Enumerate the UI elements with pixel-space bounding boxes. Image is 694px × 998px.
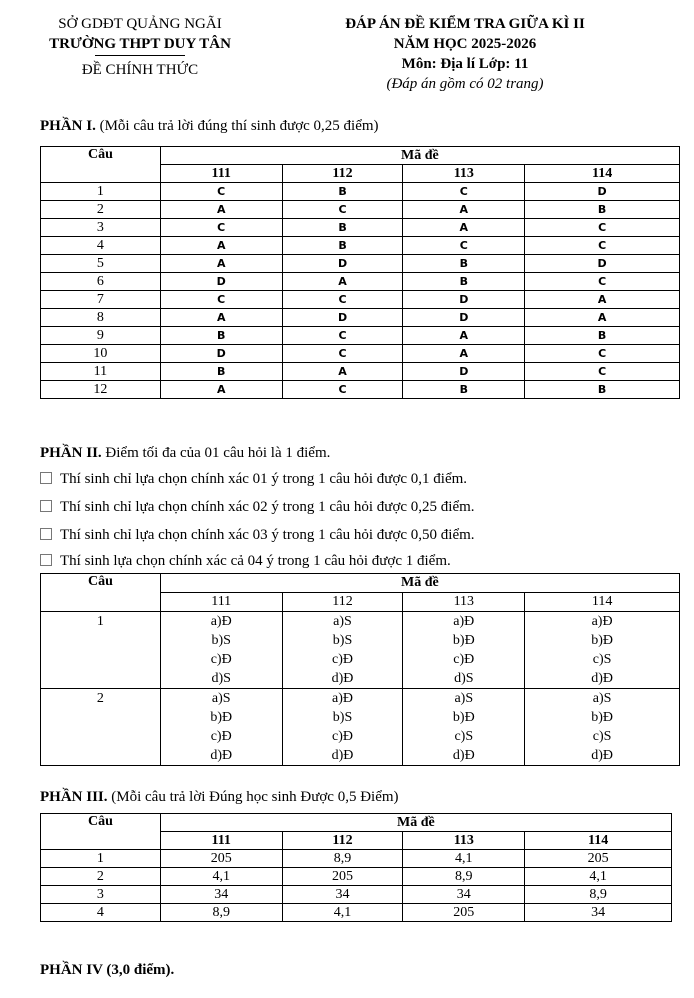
code-header: 113 [403, 165, 525, 183]
answer-cell: C [282, 345, 403, 363]
sub-answer: d)Đ [331, 671, 354, 686]
question-number: 3 [41, 219, 161, 237]
answer-cell: B [403, 273, 525, 291]
question-number: 11 [41, 363, 161, 381]
table-row [41, 237, 680, 255]
department-name: SỞ GDĐT QUẢNG NGÃI [58, 16, 222, 32]
answer-cell: B [282, 219, 403, 237]
doc-title: ĐÁP ÁN ĐỀ KIỂM TRA GIỮA KÌ II [345, 16, 585, 32]
answer-cell [403, 689, 525, 766]
question-number: 2 [41, 689, 161, 766]
sub-answer: d)Đ [452, 748, 475, 763]
answer-cell: 34 [282, 886, 403, 904]
answer-cell: D [403, 363, 525, 381]
question-number: 2 [41, 201, 161, 219]
part3-table [40, 813, 672, 922]
code-header: 114 [525, 593, 680, 612]
answer-cell: 4,1 [403, 850, 525, 868]
rule-item [40, 471, 467, 488]
col-header-made: Mã đề [160, 574, 679, 593]
sub-answer: b)Đ [591, 633, 613, 648]
answer-cell: C [282, 327, 403, 345]
sub-answer: b)Đ [591, 710, 613, 725]
answer-cell: A [160, 309, 282, 327]
answer-cell: 8,9 [282, 850, 403, 868]
col-header-cau: Câu [41, 814, 161, 850]
answer-cell: C [403, 183, 525, 201]
answer-cell: A [282, 363, 403, 381]
answer-cell: D [403, 291, 525, 309]
answer-cell [525, 689, 680, 766]
sub-answer: d)S [211, 671, 231, 686]
sub-answer: a)Đ [591, 614, 613, 629]
question-number: 1 [41, 612, 161, 689]
answer-cell: C [282, 291, 403, 309]
table-row [41, 381, 680, 399]
rule-item [40, 553, 451, 570]
table-row [41, 904, 672, 922]
table-row [41, 850, 672, 868]
answer-cell [282, 612, 403, 689]
part3-label: PHẦN III. [40, 789, 108, 805]
col-header-made: Mã đề [160, 814, 671, 832]
part2-title [40, 445, 330, 462]
sub-answer: c)Đ [332, 729, 353, 744]
rule-text: Thí sinh chỉ lựa chọn chính xác 01 ý trong 1 câu hỏi được 0,1 điểm. [60, 471, 468, 487]
sub-answer: c)S [592, 652, 612, 667]
part2-desc: Điểm tối đa của 01 câu hỏi là 1 điểm. [101, 445, 331, 461]
sub-answer: a)S [333, 614, 352, 629]
part3-title [40, 789, 399, 806]
answer-cell: 205 [525, 850, 672, 868]
answer-cell: D [525, 255, 680, 273]
answer-cell: C [160, 183, 282, 201]
sub-answer: c)S [592, 729, 612, 744]
col-header-cau: Câu [41, 574, 161, 612]
answer-cell: C [525, 345, 680, 363]
sub-answer: b)Đ [452, 633, 475, 648]
answer-cell: 205 [160, 850, 282, 868]
part1-desc: (Mỗi câu trả lời đúng thí sinh được 0,25 điểm) [95, 118, 379, 134]
code-header: 111 [160, 593, 282, 612]
code-header: 113 [403, 593, 525, 612]
part4-title: PHẦN IV (3,0 điểm). [40, 962, 175, 978]
answer-cell [282, 689, 403, 766]
answer-cell: A [403, 219, 525, 237]
table-row [41, 886, 672, 904]
answer-cell [160, 689, 282, 766]
rule-text: Thí sinh chỉ lựa chọn chính xác 02 ý trong 1 câu hỏi được 0,25 điểm. [60, 499, 475, 515]
answer-cell [525, 612, 680, 689]
answer-cell: 34 [525, 904, 672, 922]
sub-answer: a)Đ [332, 691, 353, 706]
sub-answer: a)S [211, 691, 231, 706]
part2-label: PHẦN II. [40, 445, 102, 461]
answer-cell: A [403, 327, 525, 345]
school-year: NĂM HỌC 2025-2026 [393, 36, 537, 52]
answer-cell: 8,9 [525, 886, 672, 904]
sub-answer: a)S [592, 691, 612, 706]
answer-cell: C [282, 201, 403, 219]
checkbox-icon [40, 500, 52, 512]
answer-cell: B [282, 183, 403, 201]
answer-cell: C [403, 237, 525, 255]
sub-answer: d)Đ [591, 671, 613, 686]
sub-answer: a)Đ [453, 614, 475, 629]
answer-cell: C [525, 273, 680, 291]
table-row [41, 345, 680, 363]
school-name: TRƯỜNG THPT DUY TÂN [49, 36, 231, 52]
answer-cell [403, 612, 525, 689]
answer-cell: A [525, 291, 680, 309]
sub-answer: b)Đ [210, 710, 233, 725]
col-header-cau: Câu [41, 147, 161, 183]
table-row [41, 183, 680, 201]
table-row [41, 219, 680, 237]
question-number: 8 [41, 309, 161, 327]
code-header: 111 [160, 832, 282, 850]
answer-cell: A [160, 201, 282, 219]
question-number: 1 [41, 850, 161, 868]
part1-title [40, 118, 379, 135]
question-number: 2 [41, 868, 161, 886]
answer-cell: B [525, 327, 680, 345]
answer-cell: C [525, 237, 680, 255]
code-header: 114 [525, 832, 672, 850]
answer-cell: D [282, 255, 403, 273]
table-row [41, 273, 680, 291]
table-row [41, 868, 672, 886]
sub-answer: b)S [332, 633, 353, 648]
table-row [41, 309, 680, 327]
sub-answer: c)Đ [332, 652, 353, 667]
sub-answer: a)S [454, 691, 474, 706]
answer-cell: C [160, 291, 282, 309]
question-number: 9 [41, 327, 161, 345]
table-row [41, 327, 680, 345]
answer-cell: C [525, 363, 680, 381]
answer-cell: 4,1 [282, 904, 403, 922]
sub-answer: c)S [454, 729, 474, 744]
answer-cell: 34 [403, 886, 525, 904]
divider [95, 55, 185, 56]
part2-table [40, 573, 680, 766]
answer-cell: B [525, 201, 680, 219]
answer-cell: D [160, 273, 282, 291]
part1-label: PHẦN I. [40, 118, 96, 134]
question-number: 6 [41, 273, 161, 291]
question-number: 4 [41, 237, 161, 255]
question-number: 3 [41, 886, 161, 904]
code-header: 112 [282, 593, 403, 612]
answer-cell: 4,1 [160, 868, 282, 886]
sub-answer: d)Đ [331, 748, 354, 763]
sub-answer: d)S [454, 671, 474, 686]
table-row [41, 201, 680, 219]
header-right [305, 14, 625, 94]
sub-answer: d)Đ [210, 748, 233, 763]
answer-cell: A [525, 309, 680, 327]
checkbox-icon [40, 554, 52, 566]
answer-cell: A [403, 345, 525, 363]
question-number: 4 [41, 904, 161, 922]
sub-answer: d)Đ [591, 748, 613, 763]
question-number: 1 [41, 183, 161, 201]
answer-cell [160, 612, 282, 689]
answer-cell: B [403, 381, 525, 399]
answer-cell: 8,9 [160, 904, 282, 922]
answer-cell: C [160, 219, 282, 237]
answer-cell: A [160, 255, 282, 273]
sub-answer: b)Đ [452, 710, 475, 725]
answer-cell: A [160, 237, 282, 255]
page-note: (Đáp án gồm có 02 trang) [386, 76, 544, 92]
answer-cell: 34 [160, 886, 282, 904]
answer-cell: C [525, 219, 680, 237]
checkbox-icon [40, 472, 52, 484]
sub-answer: c)Đ [210, 652, 232, 667]
question-number: 5 [41, 255, 161, 273]
checkbox-icon [40, 528, 52, 540]
code-header: 113 [403, 832, 525, 850]
rule-item [40, 499, 475, 516]
answer-cell: C [282, 381, 403, 399]
sub-answer: c)Đ [210, 729, 232, 744]
question-number: 7 [41, 291, 161, 309]
official-label: ĐỀ CHÍNH THỨC [81, 62, 199, 78]
answer-cell: 8,9 [403, 868, 525, 886]
code-header: 111 [160, 165, 282, 183]
answer-cell: D [525, 183, 680, 201]
col-header-made: Mã đề [160, 147, 679, 165]
part3-desc: (Mỗi câu trả lời Đúng học sinh Được 0,5 Điểm) [107, 789, 399, 805]
sub-answer: a)Đ [210, 614, 232, 629]
answer-cell: B [282, 237, 403, 255]
question-number: 12 [41, 381, 161, 399]
answer-cell: 4,1 [525, 868, 672, 886]
sub-answer: c)Đ [453, 652, 475, 667]
answer-cell: B [403, 255, 525, 273]
sub-answer: b)S [332, 710, 353, 725]
answer-cell: D [282, 309, 403, 327]
subject-line: Môn: Địa lí Lớp: 11 [401, 56, 529, 72]
answer-cell: 205 [403, 904, 525, 922]
rule-item [40, 527, 475, 544]
answer-cell: 205 [282, 868, 403, 886]
header-left [20, 14, 260, 80]
answer-cell: B [160, 363, 282, 381]
part1-table [40, 146, 680, 399]
table-row [41, 255, 680, 273]
question-number: 10 [41, 345, 161, 363]
rule-text: Thí sinh chỉ lựa chọn chính xác 03 ý trong 1 câu hỏi được 0,50 điểm. [60, 527, 475, 543]
code-header: 114 [525, 165, 680, 183]
sub-answer: b)S [211, 633, 231, 648]
answer-cell: A [282, 273, 403, 291]
answer-cell: D [403, 309, 525, 327]
answer-cell: B [525, 381, 680, 399]
code-header: 112 [282, 832, 403, 850]
code-header: 112 [282, 165, 403, 183]
answer-cell: B [160, 327, 282, 345]
answer-cell: D [160, 345, 282, 363]
table-row [41, 363, 680, 381]
table-row [41, 612, 680, 689]
answer-cell: A [160, 381, 282, 399]
table-row [41, 291, 680, 309]
answer-cell: A [403, 201, 525, 219]
table-row [41, 689, 680, 766]
rule-text: Thí sinh lựa chọn chính xác cả 04 ý trong 1 câu hỏi được 1 điểm. [60, 553, 451, 569]
